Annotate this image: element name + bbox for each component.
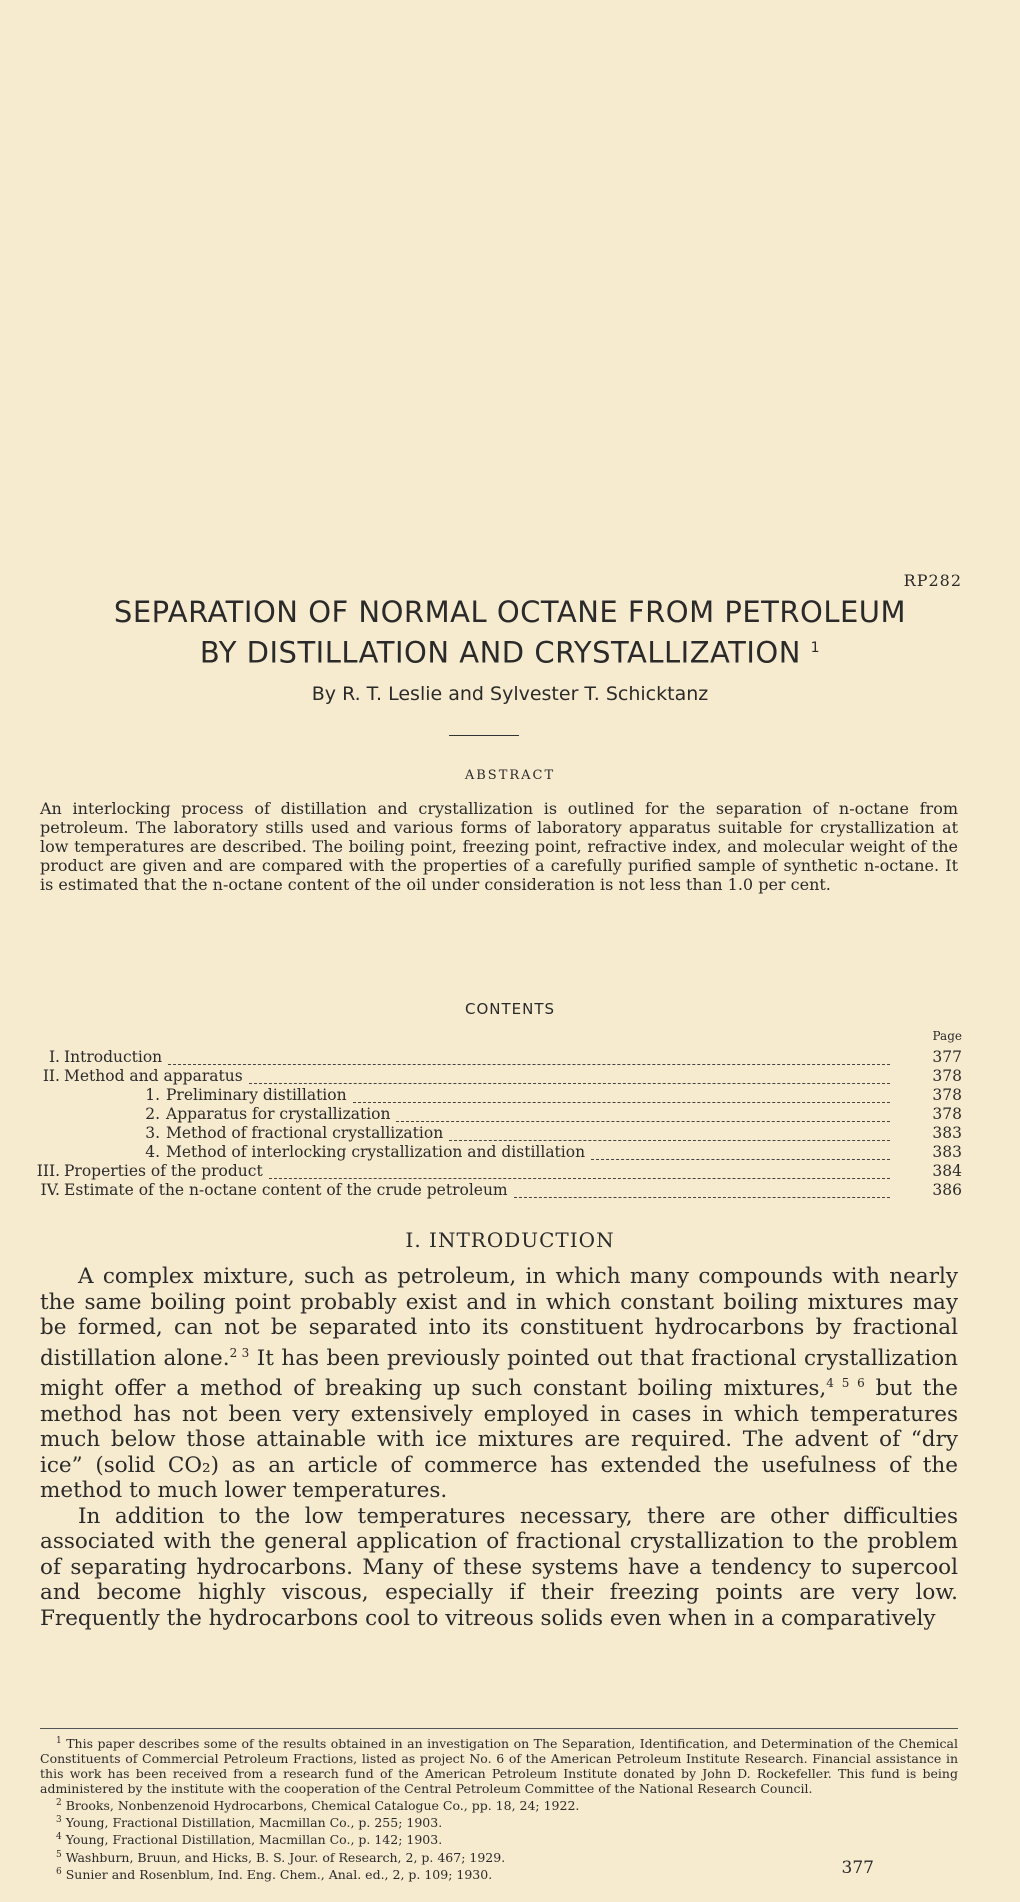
footnote-ref[interactable]: 2 3 <box>229 1345 250 1360</box>
abstract-text: An interlocking process of distillation and crystallization is outlined for the separation of n-octane from petroleum. The laboratory stills used and various forms of laboratory apparatus suitable for crystallization at low temperatures are described. The boiling point, freezing point, refractive index, and molecular weight of the product are given and are compared with the properties of a carefully purified sample of synthetic n-octane. It is estimated that the n-octane content of the oil under consideration is not less than 1.0 per cent. <box>40 799 958 894</box>
toc-entry[interactable]: I. Introduction 377 <box>48 1048 962 1066</box>
paragraph-1: A complex mixture, such as petroleum, in which many compounds with nearly the same boiling point probably exist and in which constant boiling mixtures may be formed, can not be separated into its constituent hydrocarbons by fractional distillation alone.$^{2 3}$ It has been previously pointed out that fractional crystallization might offer a method of breaking up such constant boiling mixtures,$^{4 5 6}$ but the method has not been very extensively employed in cases in which temperatures much below those attainable with ice mixtures are required. The advent of “dry ice” (solid CO₂) as an article of commerce has extended the usefulness of the method to much lower temperatures. <box>40 1264 958 1504</box>
toc-entry[interactable]: IV. Estimate of the n-octane content of the crude petroleum 386 <box>40 1181 962 1199</box>
abstract-heading: ABSTRACT <box>464 768 556 783</box>
authors: By R. T. Leslie and Sylvester T. Schicktanz <box>311 683 709 705</box>
footnote: $^4$ Young, Fractional Distillation, Macmillan Co., p. 142; 1903. <box>56 1832 443 1848</box>
title-footnote-mark[interactable]: 1 <box>810 640 821 656</box>
paper-title <box>40 594 980 671</box>
toc-entry[interactable]: III. Properties of the product 384 <box>36 1162 962 1180</box>
contents-heading: CONTENTS <box>464 1000 556 1018</box>
toc-entry[interactable]: 3. Method of fractional crystallization 383 <box>145 1124 962 1142</box>
toc-entry[interactable]: 4. Method of interlocking crystallization and distillation 383 <box>145 1143 962 1161</box>
footnote: $^3$ Young, Fractional Distillation, Macmillan Co., p. 255; 1903. <box>56 1815 443 1831</box>
toc-entry[interactable]: 1. Preliminary distillation 378 <box>145 1086 962 1104</box>
section-heading: I. INTRODUCTION <box>405 1228 615 1252</box>
title-divider <box>449 735 519 736</box>
footnote: $^6$ Sunier and Rosenblum, Ind. Eng. Chem., Anal. ed., 2, p. 109; 1930. <box>56 1866 493 1882</box>
footnote: $^1$ This paper describes some of the results obtained in an investigation on The Separation, Identification, and Determination of the Chemical Constituents of Commercial Petroleum Fractions, listed as project No. 6 of the American Petroleum Institute Research. Financial assistance in this work has been received from a research fund of the American Petroleum Institute donated by John D. Rockefeller. This fund is being administered by the institute with the cooperation of the Central Petroleum Committee of the National Research Council. <box>40 1736 958 1797</box>
toc-entry[interactable]: II. Method and apparatus 378 <box>42 1067 962 1085</box>
contents-page-label: Page <box>932 1029 962 1043</box>
table-of-contents <box>14 1048 962 1200</box>
report-id: RP282 <box>903 571 962 590</box>
footnote: $^5$ Washburn, Bruun, and Hicks, B. S. Jour. of Research, 2, p. 467; 1929. <box>56 1849 506 1865</box>
title-line-1: SEPARATION OF NORMAL OCTANE FROM PETROLEUM <box>113 595 907 629</box>
title-line-2: BY DISTILLATION AND CRYSTALLIZATION $^1$ <box>199 635 821 670</box>
footnote-divider <box>40 1728 958 1729</box>
paragraph-2: In addition to the low temperatures necessary, there are other difficulties associated with the general application of fractional crystallization to the problem of separating hydrocarbons. Many of these systems have a tendency to supercool and become highly viscous, especially if their freezing points are very low. Frequently the hydrocarbons cool to vitreous solids even when in a comparatively <box>40 1503 958 1631</box>
footnote-ref[interactable]: 4 5 6 <box>826 1376 865 1391</box>
page-number: 377 <box>841 1858 874 1878</box>
introduction-body <box>40 1264 958 1631</box>
toc-entry[interactable]: 2. Apparatus for crystallization 378 <box>145 1105 962 1123</box>
footnotes <box>40 1734 958 1882</box>
footnote: $^2$ Brooks, Nonbenzenoid Hydrocarbons, Chemical Catalogue Co., pp. 18, 24; 1922. <box>56 1798 580 1814</box>
